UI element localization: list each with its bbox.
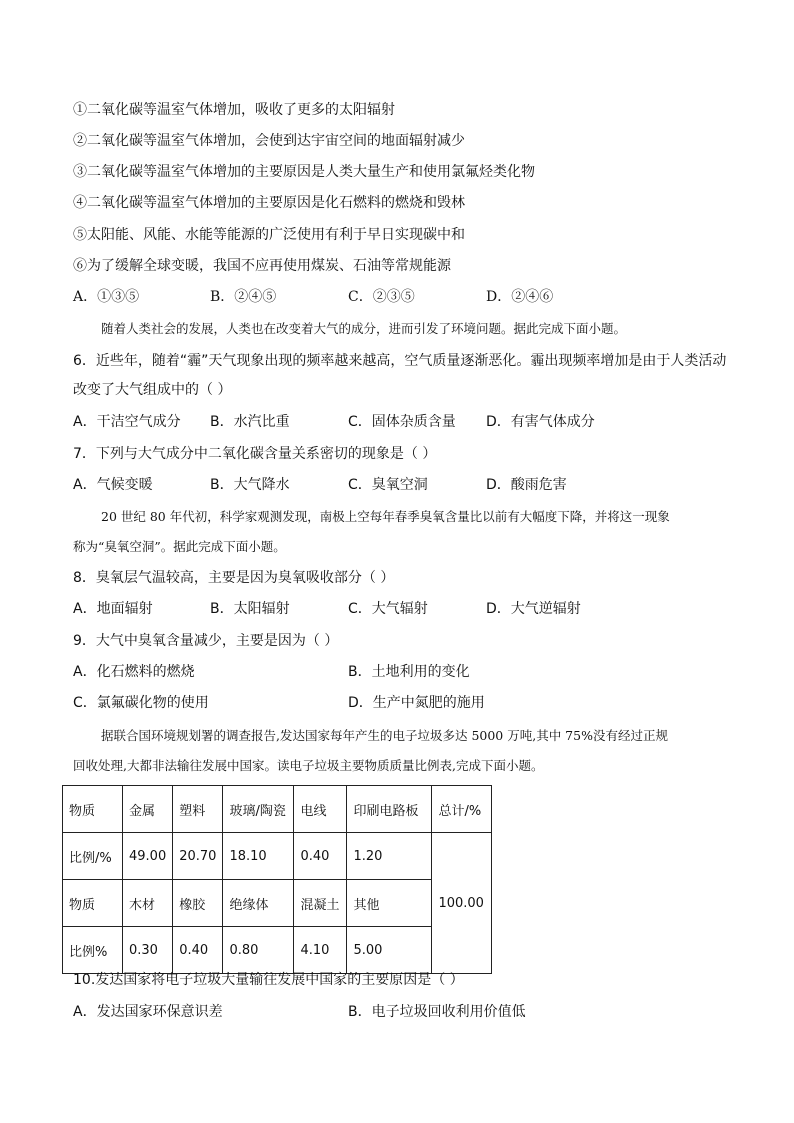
q6-option-b: B．水汽比重 xyxy=(210,414,290,430)
table-row xyxy=(63,786,492,833)
q5-option-d: D．②④⑥ xyxy=(486,289,554,305)
q7-option-b: B．大气降水 xyxy=(210,477,290,493)
q10-option-b: B．电子垃圾回收利用价值低 xyxy=(348,1004,526,1020)
q8-option-b: B．太阳辐射 xyxy=(210,601,290,617)
q8-option-d: D．大气逆辐射 xyxy=(486,601,581,617)
intro-paragraph-1: 随着人类社会的发展，人类也在改变着大气的成分，进而引发了环境问题。据此完成下面小题。 xyxy=(101,321,627,336)
table-cell: 金属 xyxy=(123,786,173,833)
q9-stem: 9．大气中臭氧含量减少，主要是因为（ ） xyxy=(73,633,339,649)
table-cell: 0.30 xyxy=(123,927,173,974)
q8-stem: 8．臭氧层气温较高，主要是因为臭氧吸收部分（ ） xyxy=(73,570,395,586)
table-cell: 玻璃/陶瓷 xyxy=(223,786,294,833)
table-cell: 其他 xyxy=(347,880,432,927)
table-cell: 1.20 xyxy=(347,833,432,880)
statement-4: ④二氧化碳等温室气体增加的主要原因是化石燃料的燃烧和毁林 xyxy=(73,195,465,211)
table-row xyxy=(63,833,492,880)
q6-option-a: A．干洁空气成分 xyxy=(73,414,181,430)
q8-option-a: A．地面辐射 xyxy=(73,601,153,617)
table-cell: 5.00 xyxy=(347,927,432,974)
table-cell: 0.40 xyxy=(294,833,347,880)
q8-option-c: C．大气辐射 xyxy=(348,601,428,617)
statement-6: ⑥为了缓解全球变暖，我国不应再使用煤炭、石油等常规能源 xyxy=(73,258,451,274)
table-cell: 绝缘体 xyxy=(223,880,294,927)
table-cell: 总计/% xyxy=(432,786,492,833)
table-cell: 混凝土 xyxy=(294,880,347,927)
table-cell: 18.10 xyxy=(223,833,294,880)
table-cell: 印刷电路板 xyxy=(347,786,432,833)
q7-option-c: C．臭氧空洞 xyxy=(348,477,428,493)
intro-paragraph-3-line-1: 据联合国环境规划署的调查报告,发达国家每年产生的电子垃圾多达 5000 万吨,其中 75%没有经过正规 xyxy=(101,728,668,743)
intro-paragraph-2-line-1: 20 世纪 80 年代初，科学家观测发现，南极上空每年春季臭氧含量比以前有大幅度下降，并将这一现象 xyxy=(101,509,670,524)
statement-1: ①二氧化碳等温室气体增加，吸收了更多的太阳辐射 xyxy=(73,102,395,118)
intro-paragraph-2-line-2: 称为“臭氧空洞”。据此完成下面小题。 xyxy=(73,539,286,554)
q5-option-a: A．①③⑤ xyxy=(73,289,140,305)
q6-option-d: D．有害气体成分 xyxy=(486,414,595,430)
q9-option-b: B．土地利用的变化 xyxy=(348,664,470,680)
table-cell: 物质 xyxy=(63,786,123,833)
q5-option-b: B．②④⑤ xyxy=(210,289,277,305)
intro-paragraph-3-line-2: 回收处理,大都非法输往发展中国家。读电子垃圾主要物质质量比例表,完成下面小题。 xyxy=(73,758,544,773)
table-cell: 20.70 xyxy=(173,833,223,880)
q7-option-d: D．酸雨危害 xyxy=(486,477,567,493)
table-cell: 4.10 xyxy=(294,927,347,974)
table-cell: 塑料 xyxy=(173,786,223,833)
table-cell: 0.40 xyxy=(173,927,223,974)
q6-stem-line-2: 改变了大气组成中的（ ） xyxy=(73,382,232,398)
q6-option-c: C．固体杂质含量 xyxy=(348,414,456,430)
q9-option-d: D．生产中氮肥的施用 xyxy=(348,695,485,711)
q5-option-c: C．②③⑤ xyxy=(348,289,415,305)
table-cell: 木材 xyxy=(123,880,173,927)
table-cell: 比例% xyxy=(63,927,123,974)
q9-option-a: A．化石燃料的燃烧 xyxy=(73,664,195,680)
e-waste-composition-table xyxy=(62,785,492,974)
table-cell: 49.00 xyxy=(123,833,173,880)
table-cell: 0.80 xyxy=(223,927,294,974)
table-cell: 橡胶 xyxy=(173,880,223,927)
statement-3: ③二氧化碳等温室气体增加的主要原因是人类大量生产和使用氯氟烃类化物 xyxy=(73,164,535,180)
q9-option-c: C．氯氟碳化物的使用 xyxy=(73,695,209,711)
q6-stem-line-1: 6．近些年，随着“霾”天气现象出现的频率越来越高，空气质量逐渐恶化。霾出现频率增加是由于人类活动 xyxy=(73,353,727,369)
table-cell: 物质 xyxy=(63,880,123,927)
statement-5: ⑤太阳能、风能、水能等能源的广泛使用有利于早日实现碳中和 xyxy=(73,227,465,243)
table-row xyxy=(63,880,492,927)
table-row xyxy=(63,927,492,974)
table-cell: 比例/% xyxy=(63,833,123,880)
table-cell: 电线 xyxy=(294,786,347,833)
table-total-cell: 100.00 xyxy=(432,833,492,974)
statement-2: ②二氧化碳等温室气体增加，会使到达宇宙空间的地面辐射减少 xyxy=(73,133,465,149)
q7-stem: 7．下列与大气成分中二氧化碳含量关系密切的现象是（ ） xyxy=(73,446,437,462)
q10-stem: 10.发达国家将电子垃圾大量输往发展中国家的主要原因是（ ） xyxy=(73,972,464,988)
q10-option-a: A．发达国家环保意识差 xyxy=(73,1004,223,1020)
q7-option-a: A．气候变暖 xyxy=(73,477,153,493)
